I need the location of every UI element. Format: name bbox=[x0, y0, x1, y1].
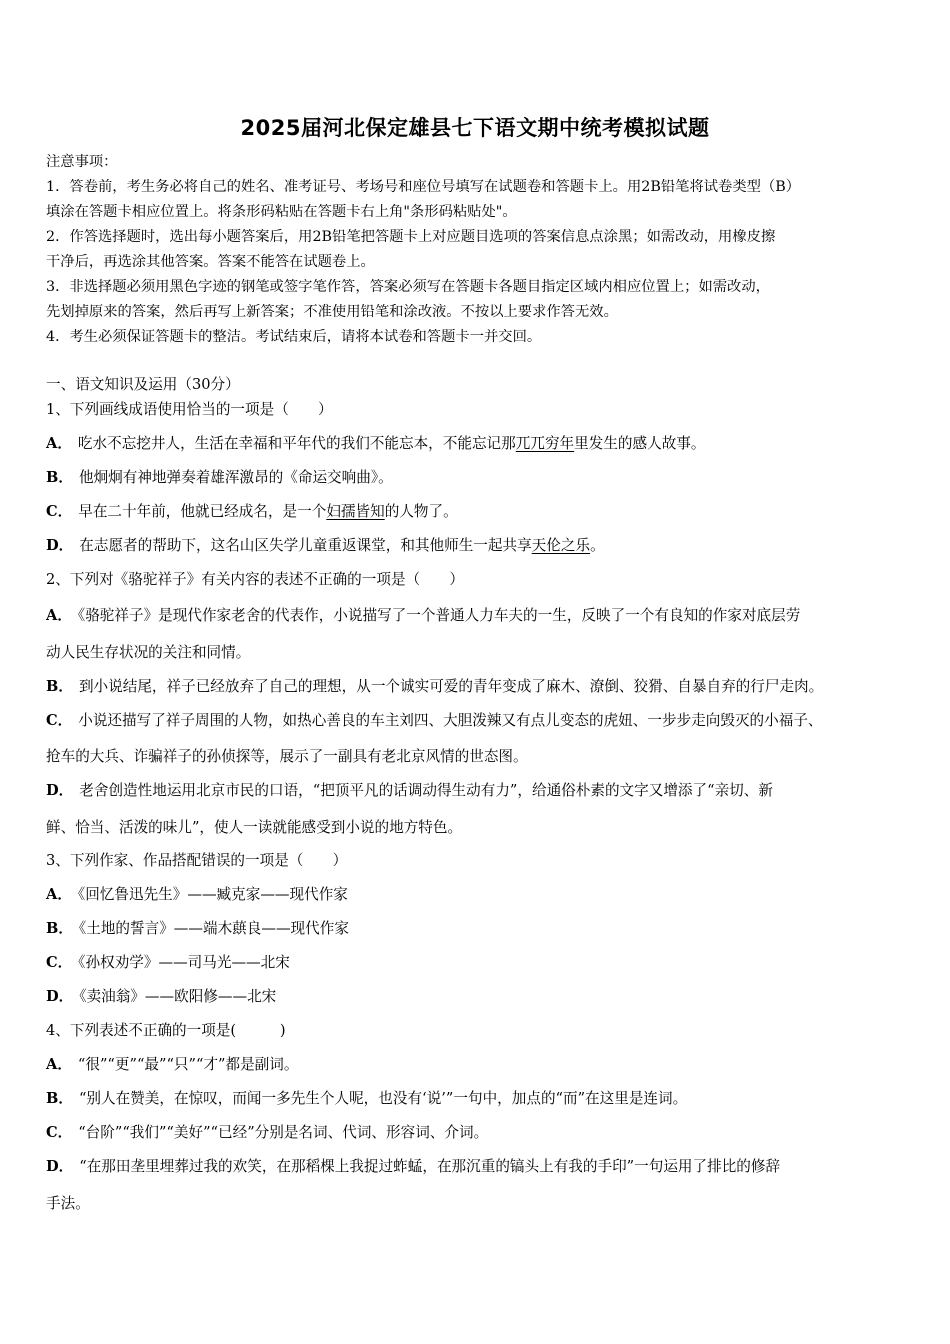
q4-option-d-cont: 手法。 bbox=[46, 1195, 90, 1212]
notice-line: 4．考生必须保证答题卡的整洁。考试结束后，请将本试卷和答题卡一并交回。 bbox=[46, 329, 542, 345]
underlined-idiom: 妇孺皆知 bbox=[326, 503, 385, 520]
option-label: C． bbox=[46, 503, 73, 520]
q3-option-c bbox=[46, 953, 916, 973]
option-label: D． bbox=[46, 1158, 74, 1175]
option-label: D． bbox=[46, 537, 74, 554]
option-text: 《土地的誓言》——端木蕻良——现代作家 bbox=[78, 920, 349, 937]
q3-option-a bbox=[46, 885, 916, 905]
q4-option-c bbox=[46, 1123, 916, 1143]
option-label: B． bbox=[46, 469, 73, 486]
option-label: B． bbox=[46, 920, 73, 937]
option-label: A． bbox=[46, 886, 72, 903]
q1-option-a bbox=[46, 434, 916, 454]
question-2-stem: 2、下列对《骆驼祥子》有关内容的表述不正确的一项是（ ） bbox=[46, 571, 464, 588]
page-title: 2025届河北保定雄县七下语文期中统考模拟试题 bbox=[240, 116, 710, 140]
option-text: “别人在赞美，在惊叹，而闻一多先生个人呢，也没有‘说’”一句中，加点的“而”在这里是连词。 bbox=[78, 1090, 688, 1107]
option-text: “台阶”“我们”“美好”“已经”分别是名词、代词、形容词、介词。 bbox=[78, 1124, 489, 1141]
option-text: 《回忆鲁迅先生》——臧克家——现代作家 bbox=[77, 886, 348, 903]
notice-heading: 注意事项： bbox=[46, 154, 118, 170]
option-text: 里发生的感人故事。 bbox=[574, 435, 706, 452]
notice-line: 干净后，再选涂其他答案。答案不能答在试题卷上。 bbox=[46, 254, 375, 270]
option-label: D． bbox=[46, 988, 74, 1005]
question-3-stem: 3、下列作家、作品搭配错误的一项是（ ） bbox=[46, 852, 348, 869]
option-label: C． bbox=[46, 1124, 73, 1141]
notice-line: 3．非选择题必须用黑色字迹的钢笔或签字笔作答，答案必须写在答题卡各题目指定区域内相应位置上；如需改动， bbox=[46, 279, 770, 295]
q2-option-c bbox=[46, 711, 916, 731]
question-1-stem: 1、下列画线成语使用恰当的一项是（ ） bbox=[46, 401, 333, 418]
q1-option-d bbox=[46, 536, 916, 556]
option-text: 吃水不忘挖井人，生活在幸福和平年代的我们不能忘本，不能忘记那 bbox=[77, 435, 516, 452]
option-text: 小说还描写了祥子周围的人物，如热心善良的车主刘四、大胆泼辣又有点儿变态的虎妞、一步步走向毁灭的小福子、 bbox=[78, 712, 823, 729]
q2-option-a bbox=[46, 606, 916, 626]
notice-line: 填涂在答题卡相应位置上。将条形码粘贴在答题卡右上角"条形码粘贴处"。 bbox=[46, 204, 517, 220]
option-label: A． bbox=[46, 1056, 72, 1073]
question-4-stem: 4、下列表述不正确的一项是( ) bbox=[46, 1022, 286, 1039]
q4-option-a bbox=[46, 1055, 916, 1075]
q2-option-b bbox=[46, 677, 916, 697]
notice-line: 1．答卷前，考生务必将自己的姓名、准考证号、考场号和座位号填写在试题卷和答题卡上。用2B铅笔将试卷类型（B） bbox=[46, 179, 801, 195]
q4-option-d bbox=[46, 1157, 916, 1177]
option-text: 早在二十年前，他就已经成名，是一个 bbox=[78, 503, 327, 520]
option-text: 到小说结尾，祥子已经放弃了自己的理想，从一个诚实可爱的青年变成了麻木、潦倒、狡猾、自暴自弃的行尸走肉。 bbox=[78, 678, 824, 695]
underlined-idiom: 兀兀穷年 bbox=[515, 435, 575, 452]
q2-option-d-cont: 鲜、恰当、活泼的味儿”，使人一读就能感受到小说的地方特色。 bbox=[46, 819, 463, 836]
option-text: 老舍创造性地运用北京市民的口语，“把顶平凡的话调动得生动有力”，给通俗朴素的文字又增添了“亲切、新 bbox=[79, 782, 773, 799]
q3-option-b bbox=[46, 919, 916, 939]
option-text: 在志愿者的帮助下，这名山区失学儿童重返课堂，和其他师生一起共享 bbox=[79, 537, 532, 554]
notice-line: 2．作答选择题时，选出每小题答案后，用2B铅笔把答题卡上对应题目选项的答案信息点涂黑；如需改动，用橡皮擦 bbox=[46, 229, 776, 245]
option-text: 他炯炯有神地弹奏着雄浑激昂的《命运交响曲》。 bbox=[78, 469, 393, 486]
option-label: A． bbox=[46, 435, 72, 452]
q3-option-d bbox=[46, 987, 916, 1007]
notice-line: 先划掉原来的答案，然后再写上新答案；不准使用铅笔和涂改液。不按以上要求作答无效。 bbox=[46, 304, 618, 320]
underlined-idiom: 天伦之乐 bbox=[531, 537, 591, 554]
option-label: B． bbox=[46, 1090, 73, 1107]
option-text: “很”“更”“最”“只”“才”都是副词。 bbox=[77, 1056, 299, 1073]
q1-option-b bbox=[46, 468, 916, 488]
option-label: A． bbox=[46, 607, 72, 624]
option-text: 的人物了。 bbox=[384, 503, 458, 520]
option-label: D． bbox=[46, 782, 74, 799]
q1-option-c bbox=[46, 502, 916, 522]
option-text: 。 bbox=[590, 537, 605, 554]
option-label: C． bbox=[46, 712, 73, 729]
option-label: B． bbox=[46, 678, 73, 695]
option-text: 《孙权劝学》——司马光——北宋 bbox=[78, 954, 290, 971]
q2-option-c-cont: 抢车的大兵、诈骗祥子的孙侦探等，展示了一副具有老北京风情的世态图。 bbox=[46, 748, 528, 765]
option-label: C． bbox=[46, 954, 73, 971]
section-heading: 一、语文知识及运用（30分） bbox=[46, 376, 240, 393]
q4-option-b bbox=[46, 1089, 916, 1109]
option-text: 《卖油翁》——欧阳修——北宋 bbox=[79, 988, 277, 1005]
option-text: “在那田垄里埋葬过我的欢笑，在那稻棵上我捉过蚱蜢，在那沉重的镐头上有我的手印”一句运用了排比的修辞 bbox=[79, 1158, 781, 1175]
q2-option-a-cont: 动人民生存状况的关注和同情。 bbox=[46, 644, 251, 661]
q2-option-d bbox=[46, 781, 916, 801]
option-text: 《骆驼祥子》是现代作家老舍的代表作，小说描写了一个普通人力车夫的一生，反映了一个有良知的作家对底层劳 bbox=[77, 607, 801, 624]
